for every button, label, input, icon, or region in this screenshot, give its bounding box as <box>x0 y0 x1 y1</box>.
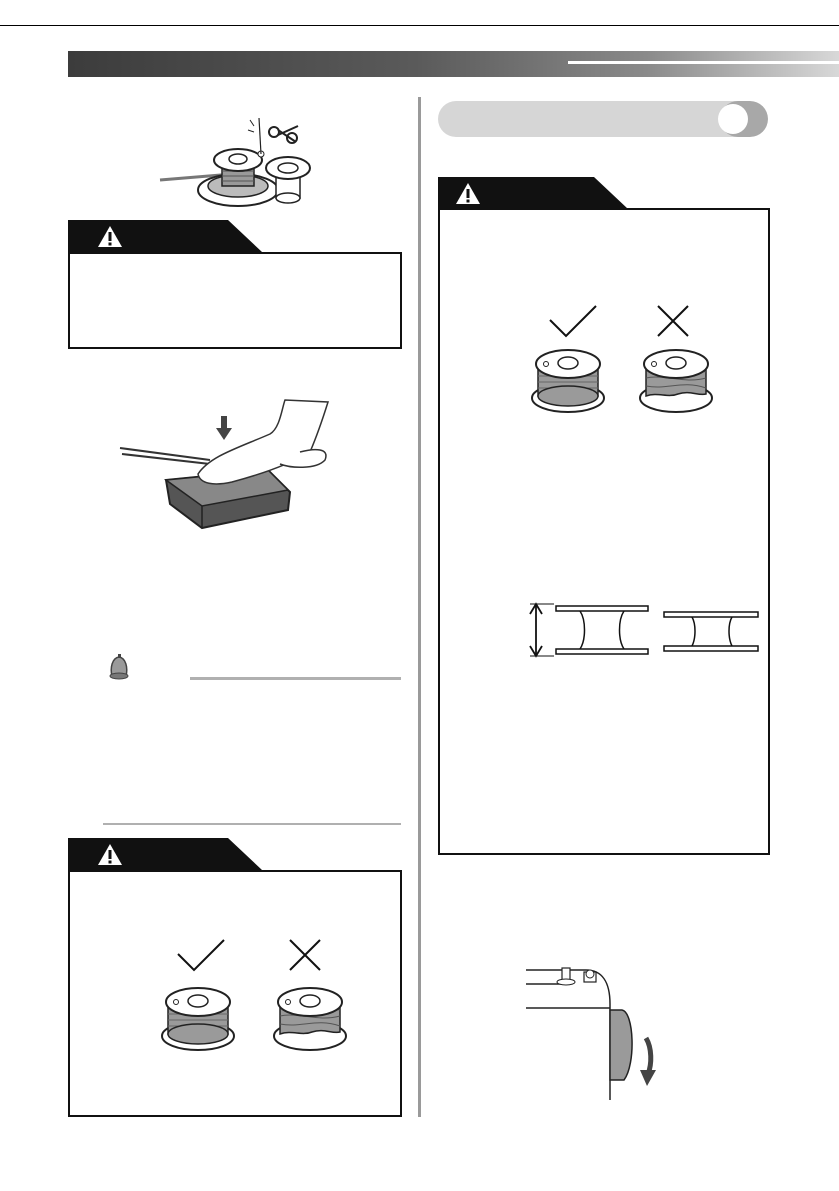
good-bobbin-illustration <box>530 344 606 414</box>
top-border-line <box>0 25 839 26</box>
warning-box-bobbin-wound <box>68 870 402 1117</box>
section-header-bar <box>68 51 839 77</box>
bobbin-profile-diagram <box>528 602 760 658</box>
bad-bobbin-illustration <box>272 982 348 1052</box>
cross-icon <box>656 304 690 338</box>
bad-bobbin-illustration <box>638 344 714 414</box>
header-rule <box>568 61 839 64</box>
column-divider <box>418 97 421 1117</box>
good-bobbin-illustration <box>160 982 236 1052</box>
check-icon <box>176 938 226 972</box>
handwheel-illustration <box>526 964 676 1104</box>
warning-box-bobbin-type <box>438 208 770 855</box>
note-top-rule <box>190 677 401 680</box>
warning-header-tab <box>68 838 401 872</box>
check-icon <box>548 304 598 338</box>
bell-memo-icon <box>104 652 134 682</box>
note-bottom-rule <box>103 823 401 825</box>
warning-header-tab <box>68 220 401 254</box>
cross-icon <box>288 938 322 972</box>
section-title-pill <box>438 101 768 137</box>
bobbin-cut-thread-illustration <box>158 118 318 218</box>
warning-box-cut-thread <box>68 252 402 349</box>
foot-controller-illustration <box>120 398 340 534</box>
warning-header-tab <box>438 177 770 211</box>
